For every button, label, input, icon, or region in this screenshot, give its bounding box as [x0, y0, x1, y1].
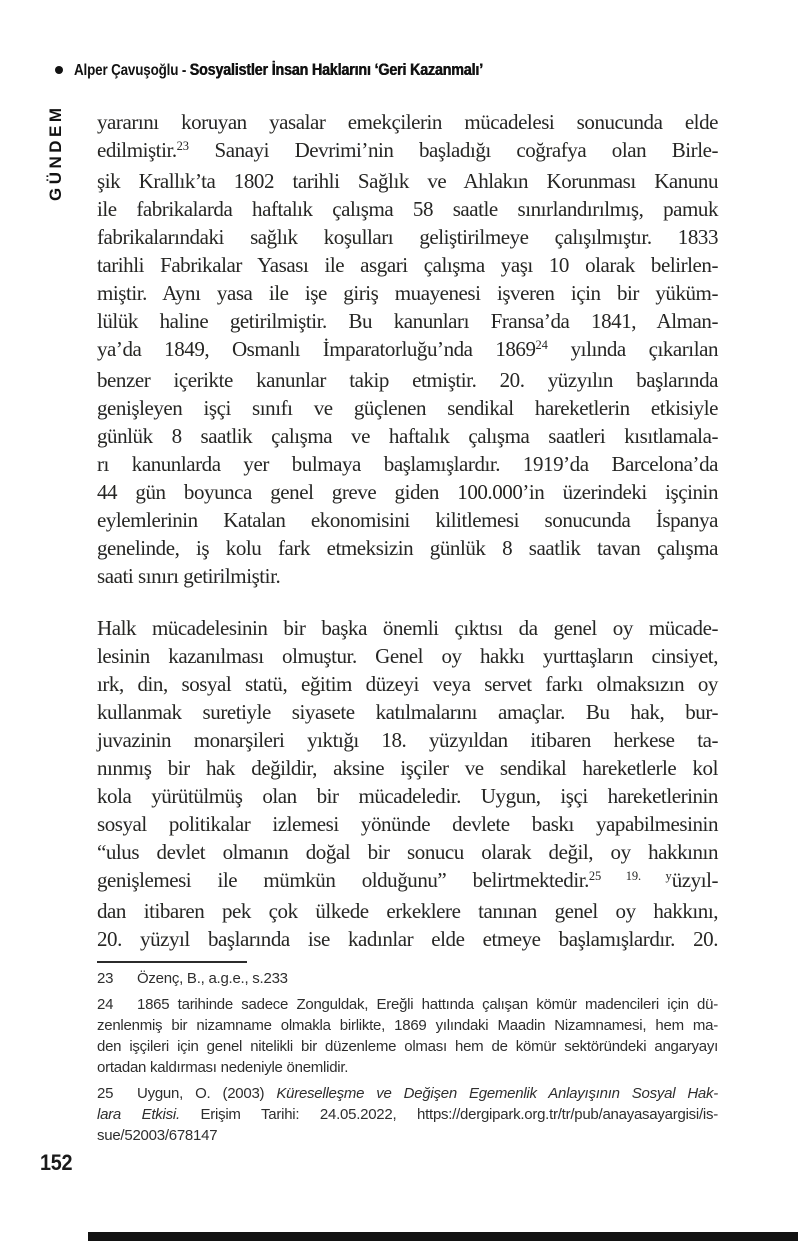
- text-segment: 23: [97, 970, 114, 987]
- text-segment: ortadan kaldırması nedeniyle önemlidir.: [97, 1059, 349, 1076]
- text-segment: şik Krallık’ta 1802 tarihli Sağlık ve Ahlakın Korunması Kanunu: [97, 169, 718, 193]
- text-segment: lara Etkisi.: [97, 1106, 180, 1123]
- text-segment: sosyal politikalar izlemesi yönünde devlete baskı yapabilmesinin: [97, 812, 718, 836]
- text-segment: dan itibaren pek çok ülkede erkeklere tanınan genel oy hakkını,: [97, 899, 718, 923]
- text-segment: genelinde, iş kolu fark etmeksizin günlük 8 saatlik tavan çalışma: [97, 536, 718, 560]
- text-line: [97, 1036, 718, 1057]
- text-line: [97, 422, 718, 450]
- bullet-icon: [55, 66, 63, 74]
- page-header: [55, 60, 561, 80]
- text-line: [97, 698, 718, 726]
- text-segment: 23: [176, 139, 189, 153]
- text-segment: Erişim Tarihi: 24.05.2022, https://dergipark.org.tr/tr/pub/anayasayargisi/is-: [179, 1106, 718, 1123]
- text-segment: miştir. Aynı yasa ile işe giriş muayenesi işveren için bir yüküm-: [97, 281, 718, 305]
- text-line: [97, 994, 718, 1015]
- text-segment: 44 gün boyunca genel greve giden 100.000’in üzerindeki işçinin: [97, 480, 718, 504]
- text-line: [97, 136, 718, 167]
- text-line: [97, 866, 718, 897]
- text-line: [97, 810, 718, 838]
- text-segment: lesinin kazanılması olmuştur. Genel oy hakkı yurttaşların cinsiyet,: [97, 644, 718, 668]
- text-line: [97, 478, 718, 506]
- text-segment: edilmiştir.: [97, 138, 177, 162]
- text-segment: genişleyen işçi sınıfı ve güçlenen sendikal hareketlerin etkisiyle: [97, 396, 718, 420]
- text-segment: eylemlerinin Katalan ekonomisini kilitlemesi sonucunda İspanya: [97, 508, 718, 532]
- text-line: [97, 506, 718, 534]
- text-segment: juvazinin monarşileri yıktığı 18. yüzyıldan itibaren herkese ta-: [97, 728, 718, 752]
- paragraph: [97, 614, 718, 953]
- text-segment: kullanmak suretiyle siyasete katılmalarını amaçlar. Bu hak, bur-: [97, 700, 718, 724]
- header-text: [74, 60, 483, 80]
- footnote-item: [97, 1083, 718, 1146]
- text-segment: fabrikalarındaki sağlık koşulları geliştirilmeye çalışılmıştır. 1833: [97, 225, 718, 249]
- footnote-divider: [97, 961, 247, 963]
- text-line: [97, 223, 718, 251]
- text-segment: sue/52003/678147: [97, 1127, 218, 1144]
- footnote-item: [97, 994, 718, 1078]
- text-segment: Halk mücadelesinin bir başka önemli çıktısı da genel oy mücade-: [97, 616, 718, 640]
- text-line: [97, 897, 718, 925]
- text-line: [97, 838, 718, 866]
- text-line: [97, 108, 718, 136]
- header-author: Alper Çavuşoğlu: [74, 62, 179, 79]
- text-segment: günlük 8 saatlik çalışma ve haftalık çalışma saatleri kısıtlamala-: [97, 424, 718, 448]
- text-segment: tarihli Fabrikalar Yasası ile asgari çalışma yaşı 10 olarak belirlen-: [97, 253, 718, 277]
- text-segment: 25: [97, 1085, 114, 1102]
- text-segment: 24: [97, 996, 114, 1013]
- text-segment: ile fabrikalarda haftalık çalışma 58 saatle sınırlandırılmış, pamuk: [97, 197, 718, 221]
- text-line: [97, 251, 718, 279]
- text-line: [97, 614, 718, 642]
- bottom-edge-bar: [88, 1232, 798, 1241]
- text-segment: Uygun, O. (2003): [137, 1085, 277, 1102]
- text-line: [97, 307, 718, 335]
- text-line: [97, 534, 718, 562]
- text-line: [97, 1104, 718, 1125]
- header-separator: -: [178, 62, 190, 79]
- text-line: [97, 167, 718, 195]
- footnotes: [97, 968, 718, 1151]
- text-segment: 24: [535, 338, 548, 352]
- text-line: [97, 754, 718, 782]
- text-segment: Sanayi Devrimi’nin başladığı coğrafya olan Birle-: [188, 138, 718, 162]
- paragraph: [97, 108, 718, 590]
- text-segment: nınmış bir hak değildir, aksine işçiler ve sendikal hareketlerle kol: [97, 756, 718, 780]
- text-segment: ya’da 1849, Osmanlı İmparatorluğu’nda 1869: [97, 337, 536, 361]
- text-segment: 20. yüzyıl başlarında ise kadınlar elde etmeye başlamışlardır. 20.: [97, 927, 718, 951]
- text-line: [97, 279, 718, 307]
- text-segment: yılında çıkarılan: [547, 337, 718, 361]
- text-line: [97, 366, 718, 394]
- page-number: 152: [40, 1150, 73, 1175]
- text-line: [97, 1125, 718, 1146]
- text-segment: benzer içerikte kanunlar takip etmiştir. 20. yüzyılın başlarında: [97, 368, 718, 392]
- body-text: [97, 108, 718, 953]
- text-segment: saati sınırı getirilmiştir.: [97, 564, 281, 588]
- text-line: [97, 195, 718, 223]
- text-line: [97, 1057, 718, 1078]
- text-segment: Küreselleşme ve Değişen Egemenlik Anlayışının Sosyal Hak-: [276, 1085, 718, 1102]
- text-segment: rı kanunlarda yer bulmaya başlamışlardır. 1919’da Barcelona’da: [97, 452, 718, 476]
- header-title: Sosyalistler İnsan Haklarını ‘Geri Kazanmalı’: [189, 60, 483, 79]
- text-line: [97, 782, 718, 810]
- text-line: [97, 968, 718, 989]
- text-segment: zenlenmiş bir nizamname olmakla birlikte, 1869 yılındaki Maadin Nizamnamesi, hem ma-: [97, 1017, 718, 1034]
- text-segment: “ulus devlet olmanın doğal bir sonucu olarak değil, oy hakkının: [97, 840, 718, 864]
- text-line: [97, 925, 718, 953]
- text-segment: Özenç, B., a.g.e., s.233: [137, 970, 288, 987]
- section-label-vertical: GÜNDEM: [46, 104, 65, 201]
- text-line: [97, 450, 718, 478]
- text-line: [97, 670, 718, 698]
- footnote-item: [97, 968, 718, 989]
- text-line: [97, 562, 718, 590]
- text-line: [97, 1015, 718, 1036]
- text-line: [97, 642, 718, 670]
- text-segment: lülük haline getirilmiştir. Bu kanunları Fransa’da 1841, Alman-: [97, 309, 718, 333]
- text-segment: yararını koruyan yasalar emekçilerin mücadelesi sonucunda elde: [97, 110, 718, 134]
- text-segment: den işçileri için genel nitelikli bir düzenleme olması hem de kömür sektöründeki angaryayı: [97, 1038, 718, 1055]
- text-line: [97, 1083, 718, 1104]
- text-segment: 25 19. y: [588, 869, 672, 883]
- text-line: [97, 726, 718, 754]
- text-segment: üzyıl-: [671, 868, 719, 892]
- text-line: [97, 394, 718, 422]
- text-segment: 1865 tarihinde sadece Zonguldak, Ereğli hattında çalışan kömür madencileri için dü-: [137, 996, 718, 1013]
- text-segment: ırk, din, sosyal statü, eğitim düzeyi veya servet farkı olmaksızın oy: [97, 672, 718, 696]
- text-segment: kola yürütülmüş olan bir mücadeledir. Uygun, işçi hareketlerinin: [97, 784, 718, 808]
- text-segment: genişlemesi ile mümkün olduğunu” belirtmektedir.: [97, 868, 589, 892]
- text-line: [97, 335, 718, 366]
